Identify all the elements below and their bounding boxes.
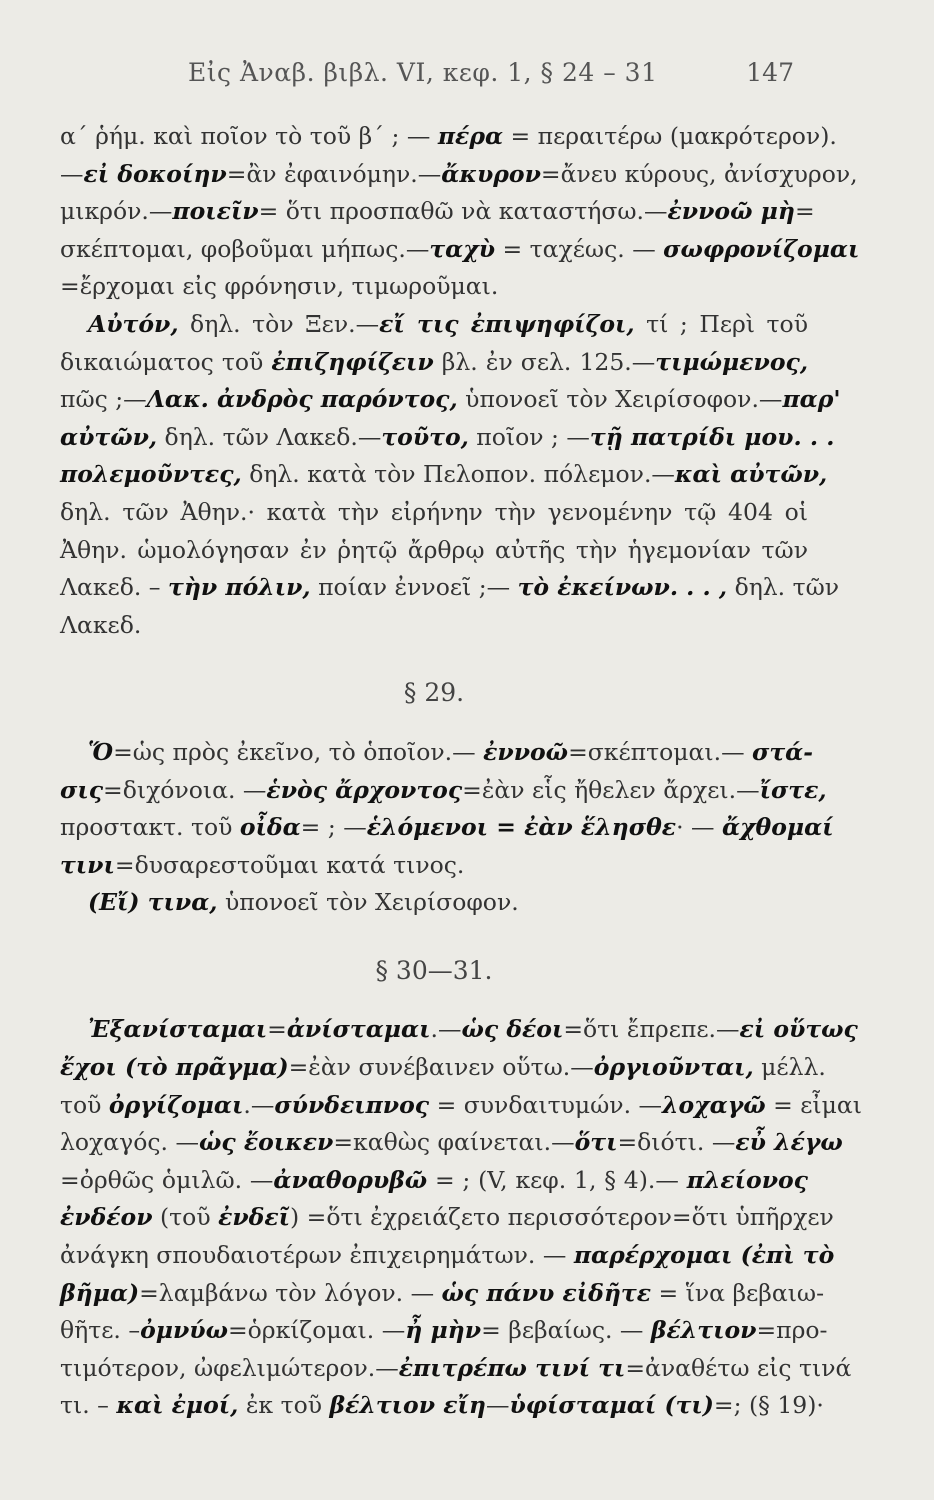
lemma-term: βέλτιον εἴη bbox=[329, 1391, 486, 1420]
gloss-text: = βεβαίως. — bbox=[481, 1316, 651, 1345]
page-header bbox=[188, 58, 794, 98]
gloss-text: Λακεδ. bbox=[60, 610, 142, 639]
lemma-term: τινι bbox=[60, 850, 115, 879]
gloss-text: = ὅτι προσπαθῶ νὰ καταστήσω.— bbox=[258, 197, 668, 226]
text-line bbox=[60, 1199, 834, 1237]
text-line bbox=[60, 1124, 843, 1162]
text-line bbox=[60, 268, 808, 306]
text-line bbox=[60, 456, 828, 494]
lemma-term: βέλτιον bbox=[650, 1316, 757, 1345]
text-line bbox=[60, 884, 808, 922]
gloss-text: =δυσαρεστοῦμαι κατά τινος. bbox=[114, 850, 465, 879]
gloss-text: · — bbox=[676, 813, 722, 842]
gloss-text: ἀνάγκη σπουδαιοτέρων ἐπιχειρημάτων. — bbox=[60, 1241, 574, 1270]
lemma-term: σωφρονίζομαι bbox=[663, 234, 860, 263]
gloss-text: =διότι. — bbox=[617, 1128, 736, 1157]
gloss-text: = ; — bbox=[300, 813, 367, 842]
lemma-term: ὀργιοῦνται, bbox=[593, 1053, 754, 1082]
gloss-text: =καθὼς φαίνεται.— bbox=[333, 1128, 575, 1157]
gloss-text: =; (§ 19)· bbox=[713, 1391, 824, 1420]
lemma-term: ὀργίζομαι bbox=[108, 1090, 244, 1119]
lemma-term: καὶ αὐτῶν, bbox=[674, 460, 828, 489]
lemma-term: ἄχθομαί bbox=[721, 813, 834, 842]
lemma-term: στά- bbox=[752, 737, 814, 766]
lemma-term: βῆμα) bbox=[60, 1278, 140, 1307]
lemma-term: παρ' bbox=[782, 385, 841, 414]
lemma-term: τῇ πατρίδι μου. . . bbox=[589, 422, 835, 451]
gloss-text: =ἐὰν εἷς ἤθελεν ἄρχει.— bbox=[462, 775, 760, 804]
gloss-text: μικρόν.— bbox=[60, 197, 173, 226]
gloss-text: =διχόνοια. — bbox=[103, 775, 267, 804]
gloss-text: = εἶμαι bbox=[765, 1090, 863, 1119]
commentary-block-1 bbox=[60, 118, 860, 306]
lemma-term: πέρα bbox=[437, 122, 504, 150]
text-line bbox=[60, 1350, 852, 1388]
gloss-text: δικαιώματος τοῦ bbox=[60, 347, 272, 376]
lemma-term: Λακ. ἀνδρὸς παρόντος, bbox=[146, 385, 458, 414]
lemma-term: πλείονος bbox=[686, 1165, 808, 1194]
lemma-term: παρέρχομαι (ἐπὶ τὸ bbox=[573, 1241, 835, 1270]
lemma-term: τιμώμενος, bbox=[655, 347, 809, 376]
gloss-text: =προ- bbox=[756, 1316, 828, 1345]
gloss-text: =λαμβάνω τὸν λόγον. — bbox=[139, 1278, 442, 1307]
lemma-term: ἦ μὴν bbox=[405, 1316, 482, 1345]
gloss-text: = συνδαιτυμών. — bbox=[429, 1090, 663, 1119]
gloss-text: =ἂν ἐφαινόμην.— bbox=[226, 159, 442, 188]
gloss-text: Ἀθην. ὡμολόγησαν ἐν ῥητῷ ἄρθρῳ αὐτῆς τὴν ἡγεμονίαν τῶν bbox=[60, 535, 808, 564]
gloss-text: ἐκ τοῦ bbox=[238, 1391, 330, 1420]
text-line bbox=[60, 1162, 808, 1200]
gloss-text: =ἐὰν συνέβαινεν οὕτω.— bbox=[288, 1053, 594, 1082]
lemma-term: ὑφίσταμαί (τι) bbox=[509, 1391, 714, 1420]
gloss-text: βλ. ἐν σελ. 125.— bbox=[433, 347, 656, 376]
gloss-text: δηλ. τῶν bbox=[727, 573, 840, 602]
text-line bbox=[60, 1087, 863, 1125]
gloss-text: = bbox=[267, 1015, 287, 1044]
lemma-term: ὡς πάνυ εἰδῆτε bbox=[441, 1278, 652, 1307]
text-line bbox=[60, 532, 808, 570]
text-line bbox=[60, 231, 860, 269]
gloss-text: = ταχέως. — bbox=[495, 234, 664, 263]
lemma-term: ἔχοι (τὸ πρᾶγμα) bbox=[60, 1053, 289, 1082]
lemma-term: ὀμνύω bbox=[140, 1316, 228, 1345]
text-line bbox=[60, 193, 815, 231]
running-title: Εἰς Ἀναβ. βιβλ. VI, κεφ. 1, § 24 – 31 bbox=[188, 58, 658, 87]
lemma-term: ἐπιτρέπω τινί τι bbox=[398, 1353, 626, 1382]
lemma-term: εἰ οὕτως bbox=[739, 1015, 858, 1044]
lemma-term: ἐνδέον bbox=[60, 1203, 153, 1232]
gloss-text: δηλ. τῶν Ἀθην.· κατὰ τὴν εἰρήνην τὴν γενομένην τῷ 404 οἱ bbox=[60, 497, 808, 526]
text-line bbox=[60, 344, 808, 382]
lemma-term: τὴν πόλιν, bbox=[168, 573, 311, 602]
text-line bbox=[60, 494, 808, 532]
text-line bbox=[60, 1011, 858, 1049]
gloss-text: =ἀναθέτω εἰς τινά bbox=[625, 1353, 852, 1382]
page-body bbox=[60, 118, 863, 1425]
lemma-term: ποιεῖν bbox=[172, 197, 259, 226]
lemma-term: λοχαγῶ bbox=[662, 1090, 766, 1119]
gloss-text: δηλ. κατὰ τὸν Πελοπον. πόλεμον.— bbox=[241, 460, 675, 489]
page-number: 147 bbox=[746, 58, 794, 87]
gloss-text: — bbox=[485, 1391, 510, 1420]
gloss-text: δηλ. τὸν Ξεν.— bbox=[178, 309, 380, 338]
lemma-term: ἀνίσταμαι bbox=[286, 1015, 431, 1044]
gloss-text: τί ; Περὶ τοῦ bbox=[634, 309, 808, 338]
gloss-text: δηλ. τῶν Λακεδ.— bbox=[157, 422, 382, 451]
lemma-term: ἴστε, bbox=[759, 775, 827, 804]
lemma-term: οἶδα bbox=[239, 813, 301, 842]
gloss-text: =σκέπτομαι.— bbox=[568, 737, 753, 766]
lemma-term: τοῦτο, bbox=[381, 422, 469, 451]
lemma-term: σις bbox=[60, 775, 104, 804]
lemma-term: (Εἴ) τινα, bbox=[88, 888, 218, 917]
gloss-text: α΄ ῥήμ. καὶ ποῖον τὸ τοῦ β΄ ; — bbox=[60, 122, 438, 150]
text-line bbox=[60, 607, 808, 645]
commentary-block-3 bbox=[60, 734, 834, 922]
text-line bbox=[60, 772, 827, 810]
text-line bbox=[60, 419, 835, 457]
gloss-text: θῆτε. – bbox=[60, 1316, 141, 1345]
lemma-term: ἐννοῶ μὴ bbox=[667, 197, 795, 226]
lemma-term: ὡς δέοι bbox=[461, 1015, 564, 1044]
text-line bbox=[60, 1275, 825, 1313]
lemma-term: αὐτῶν, bbox=[60, 422, 158, 451]
lemma-term: εὖ λέγω bbox=[735, 1128, 843, 1157]
lemma-term: τὸ ἐκείνων. . . , bbox=[517, 573, 728, 602]
gloss-text: .— bbox=[243, 1090, 275, 1119]
gloss-text: σκέπτομαι, φοβοῦμαι μήπως.— bbox=[60, 234, 430, 263]
gloss-text: ποῖον ; — bbox=[468, 422, 590, 451]
gloss-text: προστακτ. τοῦ bbox=[60, 813, 240, 842]
section-heading-29: § 29. bbox=[403, 678, 465, 708]
gloss-text: — bbox=[60, 159, 84, 188]
lemma-term: ἐπιζηφίζειν bbox=[271, 347, 434, 376]
gloss-text: = bbox=[794, 197, 815, 226]
gloss-text: (τοῦ bbox=[152, 1203, 219, 1232]
text-line bbox=[60, 156, 858, 194]
lemma-term: Ὅ bbox=[88, 737, 114, 766]
lemma-term: ἐννοῶ bbox=[483, 737, 569, 766]
gloss-text: τιμότερον, ὠφελιμώτερον.— bbox=[60, 1353, 399, 1382]
gloss-text: =ὡς πρὸς ἐκεῖνο, τὸ ὁποῖον.— bbox=[113, 737, 484, 766]
text-line bbox=[60, 569, 840, 607]
text-line bbox=[60, 1312, 828, 1350]
text-line bbox=[60, 1237, 835, 1275]
text-line bbox=[60, 306, 808, 344]
lemma-term: ὅτι bbox=[574, 1128, 618, 1157]
lemma-term: σύνδειπνος bbox=[274, 1090, 430, 1119]
text-line bbox=[60, 1049, 826, 1087]
gloss-text: ὑπονοεῖ τὸν Χειρίσοφον. bbox=[217, 888, 519, 917]
lemma-term: ὡς ἔοικεν bbox=[198, 1128, 334, 1157]
gloss-text: =ἄνευ κύρους, ἀνίσχυρον, bbox=[540, 159, 858, 188]
lemma-term: πολεμοῦντες, bbox=[60, 460, 242, 489]
text-line bbox=[60, 118, 837, 156]
lemma-term: ἐνδεῖ bbox=[218, 1203, 291, 1232]
gloss-text: =ὁρκίζομαι. — bbox=[227, 1316, 406, 1345]
gloss-text: =ἔρχομαι εἰς φρόνησιν, τιμωροῦμαι. bbox=[60, 272, 499, 301]
gloss-text: Λακεδ. – bbox=[60, 573, 169, 602]
lemma-term: ἑνὸς ἄρχοντος bbox=[266, 775, 463, 804]
text-line bbox=[60, 1387, 824, 1425]
text-line bbox=[60, 734, 814, 772]
gloss-text: λοχαγός. — bbox=[60, 1128, 199, 1157]
gloss-text: =ὀρθῶς ὁμιλῶ. — bbox=[60, 1165, 274, 1194]
gloss-text: τοῦ bbox=[60, 1090, 109, 1119]
commentary-block-2 bbox=[60, 306, 841, 644]
section-heading-30-31: § 30—31. bbox=[375, 955, 493, 985]
gloss-text: ποίαν ἐννοεῖ ;— bbox=[310, 573, 518, 602]
commentary-block-4 bbox=[60, 1011, 863, 1425]
lemma-term: εἰ δοκοίην bbox=[83, 159, 227, 188]
lemma-term: ἄκυρον bbox=[441, 159, 541, 188]
text-line bbox=[60, 809, 834, 847]
lemma-term: καὶ ἐμοί, bbox=[116, 1391, 239, 1420]
lemma-term: Αὐτόν, bbox=[88, 309, 179, 338]
lemma-term: ἑλόμενοι = ἐὰν ἕλησθε bbox=[366, 813, 677, 842]
gloss-text: =ὅτι ἔπρεπε.— bbox=[563, 1015, 740, 1044]
lemma-term: Ἐξανίσταμαι bbox=[88, 1015, 268, 1044]
gloss-text: ) =ὅτι ἐχρειάζετο περισσότερον=ὅτι ὑπῆρχεν bbox=[290, 1203, 834, 1232]
gloss-text: ὑπονοεῖ τὸν Χειρίσοφον.— bbox=[457, 385, 783, 414]
lemma-term: εἴ τις ἐπιψηφίζοι, bbox=[379, 309, 635, 338]
text-line bbox=[60, 381, 841, 419]
lemma-term: ταχὺ bbox=[429, 234, 496, 263]
gloss-text: μέλλ. bbox=[753, 1053, 826, 1082]
gloss-text: = περαιτέρω (μακρότερον). bbox=[503, 122, 837, 150]
lemma-term: ἀναθορυβῶ bbox=[273, 1165, 428, 1194]
gloss-text: = ἵνα βεβαιω- bbox=[651, 1278, 825, 1307]
text-line bbox=[60, 847, 808, 885]
gloss-text: = ; (V, κεφ. 1, § 4).— bbox=[427, 1165, 687, 1194]
gloss-text: τι. – bbox=[60, 1391, 117, 1420]
gloss-text: .— bbox=[430, 1015, 462, 1044]
gloss-text: πῶς ;— bbox=[60, 385, 147, 414]
